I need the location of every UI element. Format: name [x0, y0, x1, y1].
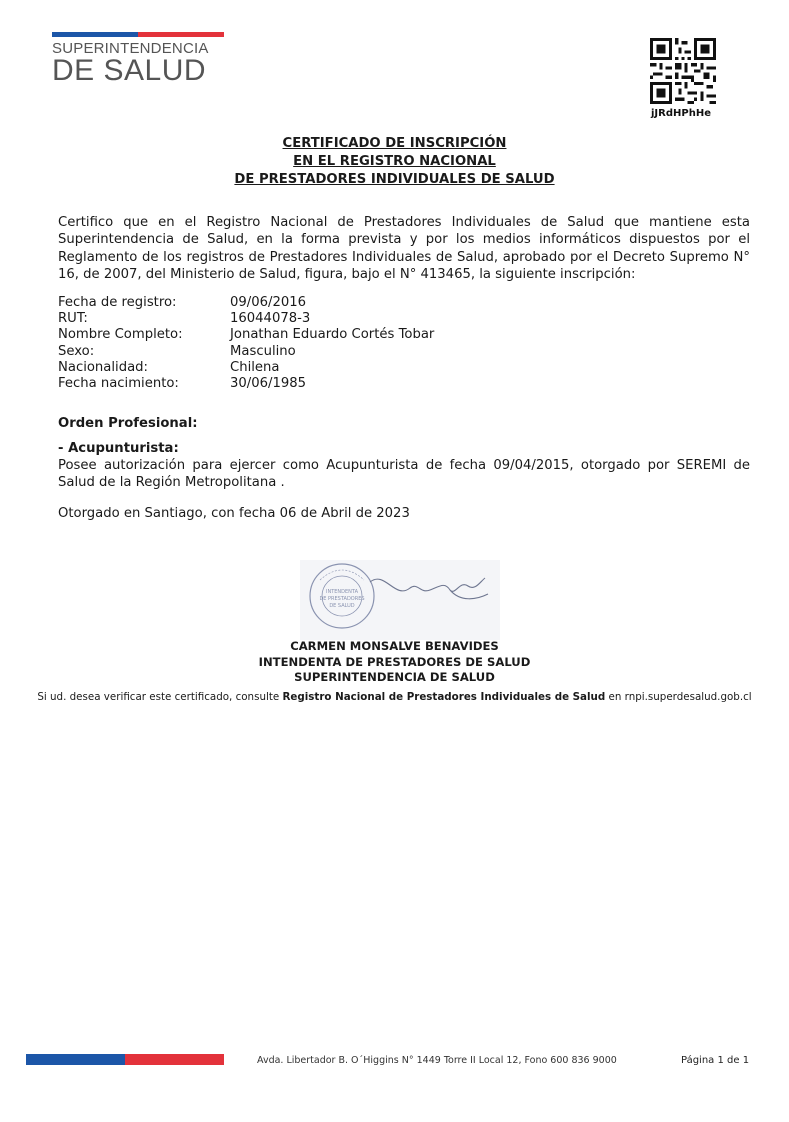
- field-row: [58, 311, 434, 327]
- issued-date-text: Otorgado en Santiago, con fecha 06 de Abril de 2023: [58, 506, 410, 521]
- orden-heading: Orden Profesional:: [58, 416, 198, 431]
- verify-prefix: Si ud. desea verificar este certificado, consulte: [37, 691, 283, 703]
- signatory-org: SUPERINTENDENCIA DE SALUD: [294, 670, 495, 684]
- field-value: 30/06/1985: [230, 376, 307, 392]
- registration-fields: [58, 295, 434, 392]
- profession-description: Posee autorización para ejercer como Acupunturista de fecha 09/04/2015, otorgado por SEREMI de Salud de la Región Metropolitana .: [58, 458, 750, 491]
- field-value: Jonathan Eduardo Cortés Tobar: [230, 327, 435, 343]
- field-label: Fecha de registro:: [58, 295, 177, 310]
- field-value: Chilena: [230, 359, 280, 375]
- logo-color-bar: [52, 32, 224, 37]
- field-row: [58, 376, 434, 392]
- title-line2: EN EL REGISTRO NACIONAL: [293, 154, 496, 169]
- logo-line1: SUPERINTENDENCIA: [52, 40, 209, 57]
- field-label: Sexo:: [58, 343, 95, 359]
- qr-code-icon: [650, 38, 716, 104]
- field-value: Masculino: [230, 343, 296, 359]
- signatory-name: CARMEN MONSALVE BENAVIDES: [290, 639, 499, 653]
- field-value: 16044078-3: [230, 311, 311, 327]
- signatory-block: [0, 639, 789, 686]
- field-row: [58, 360, 434, 376]
- field-label: Nombre Completo:: [58, 327, 183, 343]
- verify-suffix: en rnpi.superdesalud.gob.cl: [605, 691, 752, 703]
- superintendencia-logo: [52, 32, 227, 85]
- verification-note: [0, 690, 789, 705]
- profession-heading: - Acupunturista:: [58, 441, 179, 456]
- field-value: 09/06/2016: [230, 295, 307, 310]
- svg-text:DE SALUD: DE SALUD: [329, 603, 355, 609]
- footer-color-bar: [26, 1054, 224, 1065]
- official-stamp-signature: [300, 560, 500, 640]
- field-label: Fecha nacimiento:: [58, 376, 179, 392]
- field-label: RUT:: [58, 311, 88, 327]
- title-line3: DE PRESTADORES INDIVIDUALES DE SALUD: [234, 172, 555, 187]
- qr-code-label: jJRdHPhHe: [651, 108, 711, 119]
- field-row: [58, 344, 434, 360]
- signatory-role: INTENDENTA DE PRESTADORES DE SALUD: [258, 654, 531, 669]
- logo-line2: DE SALUD: [52, 54, 207, 87]
- field-row: [58, 295, 434, 311]
- field-label: Nacionalidad:: [58, 359, 148, 375]
- svg-text:INTENDENTA: INTENDENTA: [325, 589, 359, 595]
- footer-address: Avda. Libertador B. O´Higgins N° 1449 Torre II Local 12, Fono 600 836 9000: [257, 1055, 617, 1066]
- page-number: Página 1 de 1: [681, 1055, 750, 1066]
- title-line1: CERTIFICADO DE INSCRIPCIÓN: [282, 136, 507, 151]
- field-row: [58, 327, 434, 343]
- verify-registry-name: Registro Nacional de Prestadores Individuales de Salud: [282, 691, 606, 703]
- document-title: [0, 135, 789, 189]
- intro-paragraph: Certifico que en el Registro Nacional de Prestadores Individuales de Salud que mantiene esta Superintendencia de Salud, en la forma prevista y por los medios informáticos dispuestos por el Reglamento de los registros de Prestadores Individuales de Salud, aprobado por el Decreto Supremo N° 16, de 2007, del Ministerio de Salud, figura, bajo el N° 413465, la siguiente inscripción:: [58, 215, 750, 283]
- svg-text:DE PRESTADORES: DE PRESTADORES: [319, 596, 365, 602]
